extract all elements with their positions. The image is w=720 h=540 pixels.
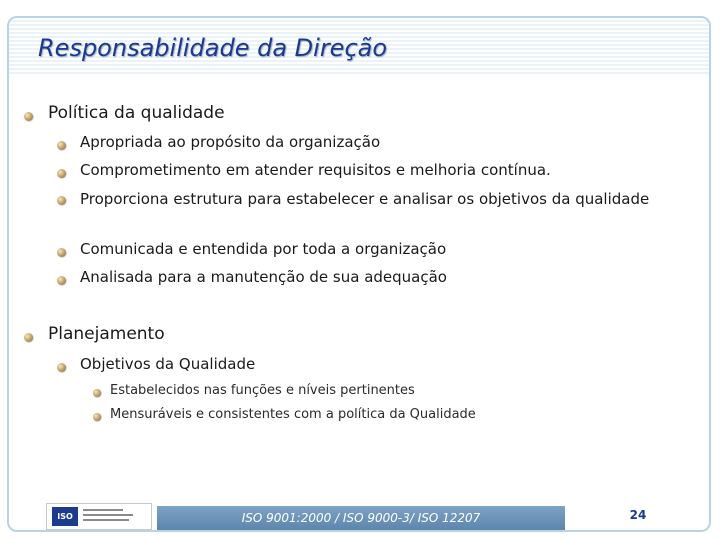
section-heading-politica: Política da qualidade (48, 103, 225, 123)
bullet-icon (24, 112, 33, 121)
bullet-icon (24, 333, 33, 342)
bullet-icon (93, 389, 101, 397)
bullet-icon (57, 169, 66, 178)
footer-text: ISO 9001:2000 / ISO 9000-3/ ISO 12207 (241, 511, 481, 525)
list-item: Analisada para a manutenção de sua adequação (80, 268, 447, 286)
bullet-icon (93, 413, 101, 421)
logo-text-lines (83, 509, 133, 524)
section-heading-planejamento: Planejamento (48, 324, 165, 344)
sub-list-item: Estabelecidos nas funções e níveis pertinentes (110, 383, 415, 398)
bullet-icon (57, 141, 66, 150)
bullet-icon (57, 196, 66, 205)
iso-logo (46, 503, 152, 530)
bullet-icon (57, 248, 66, 257)
slide-title: Responsabilidade da Direção (38, 34, 388, 62)
list-item: Comunicada e entendida por toda a organização (80, 240, 447, 258)
page-number: 24 (629, 508, 647, 522)
list-item: Objetivos da Qualidade (80, 355, 256, 373)
iso-logo-mark: ISO (52, 507, 78, 526)
list-item: Proporciona estrutura para estabelecer e analisar os objetivos da qualidade (80, 190, 650, 208)
list-item: Apropriada ao propósito da organização (80, 133, 381, 151)
list-item: Comprometimento em atender requisitos e melhoria contínua. (80, 161, 551, 179)
bullet-icon (57, 276, 66, 285)
bullet-icon (57, 363, 66, 372)
sub-list-item: Mensuráveis e consistentes com a política da Qualidade (110, 407, 476, 422)
